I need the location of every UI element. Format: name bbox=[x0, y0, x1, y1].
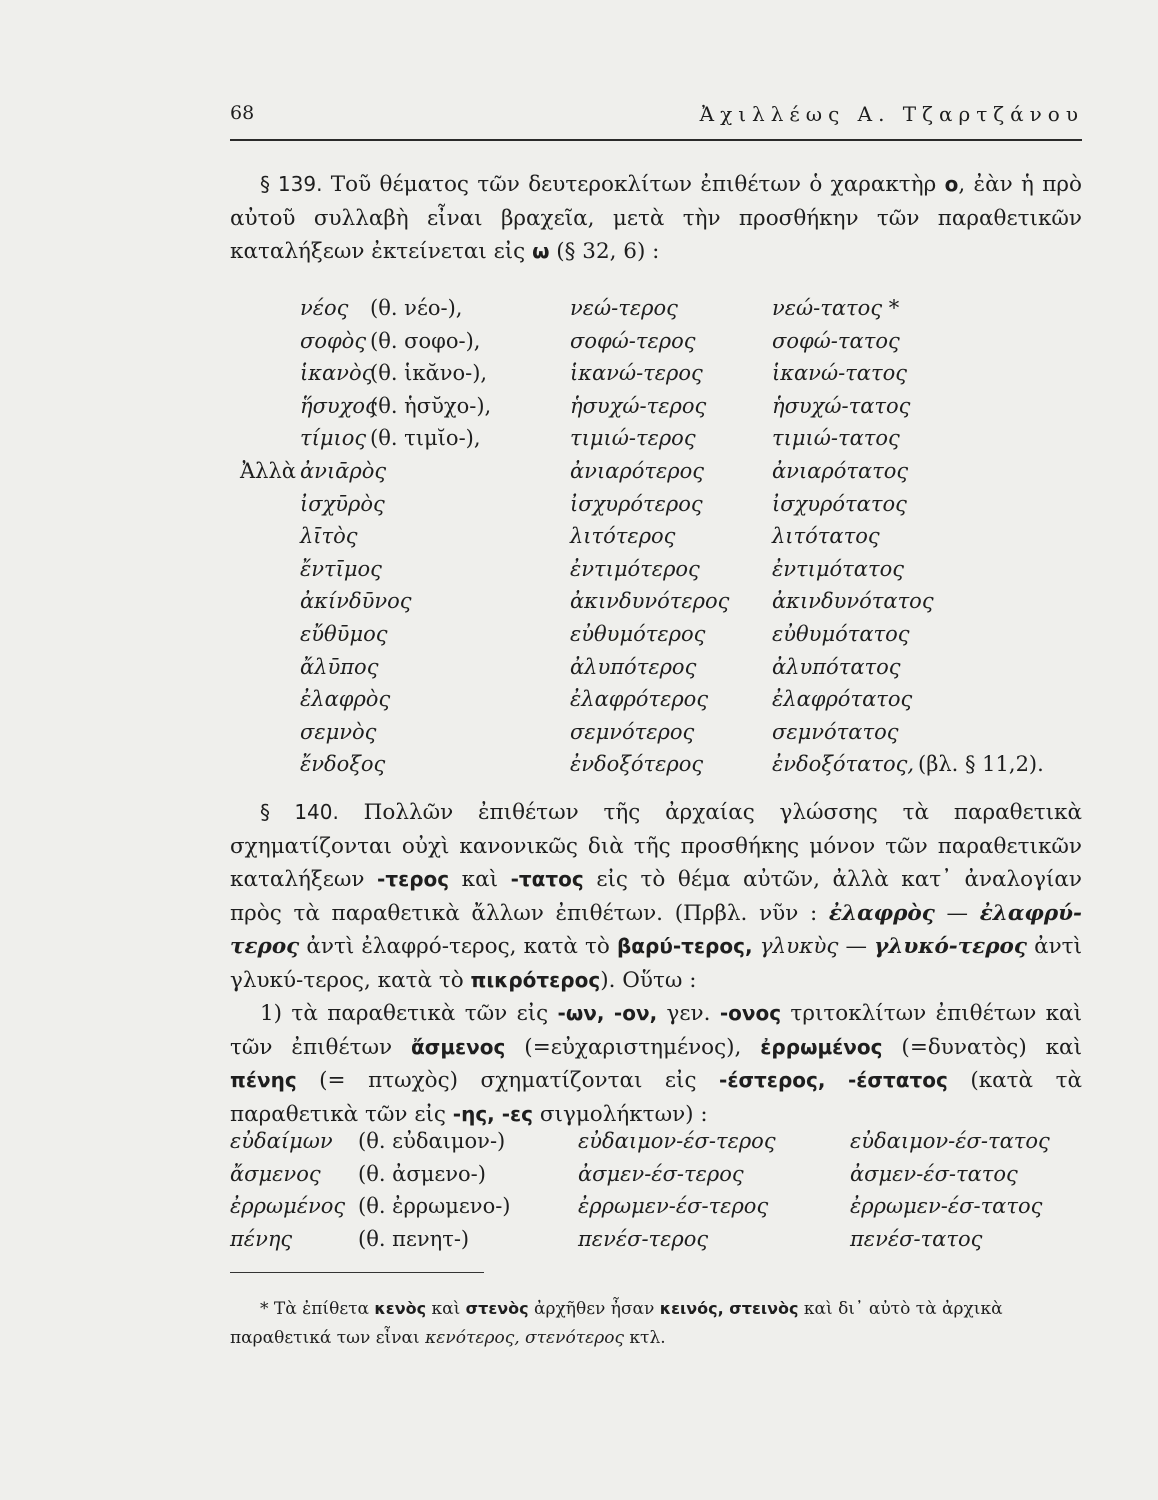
superlative-form: εὐθυμότατος bbox=[772, 621, 910, 646]
superlative-form: σεμνότατος bbox=[772, 719, 899, 744]
superlative-form: νεώ-τατος * bbox=[772, 296, 900, 320]
bold-term: κενὸς bbox=[374, 1299, 427, 1318]
positive-form: ἰσχῡρὸς bbox=[300, 491, 385, 516]
text: ἀρχῆθεν ἦσαν bbox=[528, 1299, 660, 1319]
section-number: § 139. bbox=[260, 172, 323, 196]
stem: (θ. τιμῐο-), bbox=[370, 426, 481, 451]
text: (κατὰ τὰ παραθετικὰ τῶν εἰς bbox=[230, 1068, 1082, 1127]
comparative-form: ἡσυχώ-τερος bbox=[570, 393, 707, 418]
text: καὶ bbox=[449, 867, 511, 892]
text: * Τὰ ἐπίθετα bbox=[260, 1299, 375, 1319]
bold-italic-term: ἐλαφρὸς bbox=[828, 900, 935, 926]
superlative-form: ἀλυπότατος bbox=[772, 654, 901, 679]
positive-form: νέος bbox=[300, 296, 349, 320]
stem: (θ. ἡσῠχο-), bbox=[370, 393, 492, 418]
text: ἀντὶ ἐλαφρό-τερος, κατὰ τὸ bbox=[299, 934, 617, 959]
text bbox=[753, 934, 760, 959]
bold-term: πένης bbox=[230, 1068, 297, 1092]
bold-term: ο bbox=[944, 172, 959, 196]
bold-term: -ων, -ον, bbox=[557, 1001, 658, 1025]
positive-form: ἀνιᾱρὸς bbox=[300, 458, 387, 483]
bold-term: ἄσμενος bbox=[411, 1034, 506, 1059]
positive-form: τίμιος bbox=[300, 426, 367, 451]
comparative-form: ἐντιμότερος bbox=[570, 556, 700, 581]
positive-form: εὔθῡμος bbox=[300, 621, 388, 646]
superlative-form: λιτότατος bbox=[772, 524, 880, 549]
comparative-form: ἀνιαρότερος bbox=[570, 458, 704, 483]
comparative-form: εὐδαιμον-έσ-τερος bbox=[578, 1129, 776, 1153]
italic-term: γλυκὺς bbox=[759, 934, 839, 959]
superlative-form: ἱκανώ-τατος bbox=[772, 361, 907, 386]
superlative-form: ἰσχυρότατος bbox=[772, 491, 907, 516]
comparative-form: εὐθυμότερος bbox=[570, 621, 706, 646]
comparative-form: ἐρρωμεν-έσ-τερος bbox=[578, 1194, 769, 1219]
superlative-form: σοφώ-τατος bbox=[772, 328, 900, 353]
bold-term: ω bbox=[532, 239, 550, 263]
stem: (θ. πενητ-) bbox=[358, 1226, 470, 1251]
text: Τοῦ θέματος τῶν δευτεροκλίτων ἐπιθέτων ὁ χαρακτὴρ bbox=[322, 172, 945, 197]
bold-italic-term: ἐλαφρύ-τερος bbox=[230, 900, 1082, 959]
text: Πολλῶν ἐπιθέτων τῆς ἀρχαίας γλώσσης τὰ παραθετικὰ σχηματίζονται οὐχὶ κανονικῶς διὰ τῆς προσθήκης μόνον τῶν παραθετικῶν καταλήξεων bbox=[230, 800, 1083, 892]
italic-term: κενότερος, στενότερος bbox=[425, 1328, 625, 1348]
stem: (θ. ἐρρωμενο-) bbox=[358, 1194, 511, 1219]
positive-form: σοφὸς bbox=[300, 328, 367, 353]
superlative-form: ἐνδοξότατος, bbox=[772, 752, 915, 777]
header-rule bbox=[230, 139, 1082, 141]
comparative-form: ἀκινδυνότερος bbox=[570, 589, 730, 614]
text: (= πτωχὸς) σχηματίζονται εἰς bbox=[296, 1068, 720, 1093]
superlative-form: ἐλαφρότατος bbox=[772, 687, 913, 712]
superlative-form: εὐδαιμον-έσ-τατος bbox=[850, 1129, 1050, 1153]
comparative-form: ἀλυπότερος bbox=[570, 654, 697, 679]
positive-form: ἐλαφρὸς bbox=[300, 687, 391, 712]
text: — bbox=[934, 900, 980, 926]
text: καὶ bbox=[426, 1299, 466, 1319]
section-140-intro bbox=[230, 796, 1082, 997]
cross-reference: (βλ. § 11,2). bbox=[918, 752, 1044, 777]
positive-form: ἔντῑμος bbox=[300, 556, 382, 581]
bold-term: βαρύ-τερος, bbox=[616, 934, 753, 958]
stem: (θ. εὐδαιμον-) bbox=[358, 1129, 506, 1153]
superlative-form: τιμιώ-τατος bbox=[772, 426, 900, 451]
bold-term: στενὸς bbox=[465, 1299, 529, 1318]
comparative-form: ἰσχυρότερος bbox=[570, 491, 703, 516]
positive-form: εὐδαίμων bbox=[230, 1129, 333, 1153]
positive-form: ἀκίνδῡνος bbox=[300, 589, 412, 614]
text: (§ 32, 6) : bbox=[549, 239, 660, 264]
positive-form: σεμνὸς bbox=[300, 719, 377, 744]
superlative-form: πενέσ-τατος bbox=[850, 1226, 983, 1251]
superlative-form: ἐρρωμεν-έσ-τατος bbox=[850, 1194, 1043, 1219]
comparative-form: λιτότερος bbox=[570, 524, 676, 549]
section-139-intro bbox=[230, 168, 1082, 269]
text: κτλ. bbox=[624, 1328, 666, 1348]
stem: (θ. σοφο-), bbox=[370, 328, 481, 353]
comparative-form: σεμνότερος bbox=[570, 719, 695, 744]
superlative-form: ἀσμεν-έσ-τατος bbox=[850, 1161, 1018, 1186]
bold-term: κεινός, στεινὸς bbox=[659, 1299, 799, 1318]
superlative-form: ἀκινδυνότατος bbox=[772, 589, 934, 614]
superlative-form: ἐντιμότατος bbox=[772, 556, 904, 581]
rule-1-paragraph bbox=[230, 997, 1082, 1131]
text: — bbox=[838, 934, 875, 959]
positive-form: ἱκανὸς bbox=[300, 361, 374, 386]
text: (=εὐχαριστημένος), bbox=[505, 1034, 761, 1060]
text: 1) τὰ παραθετικὰ τῶν εἰς bbox=[260, 1001, 558, 1026]
footnote bbox=[230, 1294, 1082, 1353]
running-title: Ἀχιλλέως Α. Τζαρτζάνου bbox=[699, 102, 1084, 126]
text: , ἐὰν ἡ πρὸ αὐτοῦ συλλαβὴ εἶναι βραχεῖα, μετὰ τὴν προσθήκην τῶν παραθετικῶν καταλήξεων ἐκτείνεται εἰς bbox=[230, 172, 1082, 264]
stem: (θ. ἀσμενο-) bbox=[358, 1161, 486, 1186]
text bbox=[825, 1068, 848, 1093]
comparative-form: νεώ-τερος bbox=[570, 296, 678, 320]
text: ἀντὶ γλυκύ-τερος, κατὰ τὸ bbox=[230, 934, 1083, 993]
comparative-form: πενέσ-τερος bbox=[578, 1226, 709, 1251]
positive-form: ἄσμενος bbox=[230, 1161, 321, 1186]
text: εἰς τὸ θέμα αὐτῶν, ἀλλὰ κατ᾽ ἀναλογίαν πρὸς τὰ παραθετικὰ ἄλλων ἐπιθέτων. (Πρβλ. νῦν : bbox=[230, 867, 1082, 926]
text: (=δυνατὸς) καὶ bbox=[882, 1034, 1082, 1060]
comparative-form: ἐνδοξότερος bbox=[570, 752, 704, 777]
text: ). Οὕτω : bbox=[600, 967, 697, 993]
bold-term: -ης, -ες bbox=[452, 1101, 534, 1126]
bold-term: -ονος bbox=[719, 1001, 782, 1025]
comparative-form: τιμιώ-τερος bbox=[570, 426, 696, 451]
comparative-form: σοφώ-τερος bbox=[570, 328, 696, 353]
row-prefix: Ἀλλὰ bbox=[240, 458, 296, 483]
bold-term: πικρότερος bbox=[470, 967, 601, 992]
comparative-form: ἱκανώ-τερος bbox=[570, 361, 703, 386]
stem: (θ. νέο-), bbox=[370, 296, 463, 320]
bold-term: -έστερος, bbox=[719, 1068, 826, 1092]
text: τριτοκλίτων ἐπιθέτων καὶ τῶν ἐπιθέτων bbox=[230, 1001, 1082, 1060]
bold-term: ἐρρωμένος bbox=[760, 1034, 883, 1059]
positive-form: ἥσυχος bbox=[300, 393, 377, 418]
comparative-form: ἐλαφρότερος bbox=[570, 687, 709, 712]
superlative-form: ἀνιαρότατος bbox=[772, 458, 909, 483]
positive-form: ἐρρωμένος bbox=[230, 1194, 346, 1219]
positive-form: λῑτὸς bbox=[300, 524, 358, 549]
footnote-rule bbox=[230, 1272, 484, 1273]
text: καὶ δι᾽ αὐτὸ τὰ ἀρχικὰ παραθετικά των εἶναι bbox=[230, 1299, 1003, 1348]
text: σιγμολήκτων) : bbox=[533, 1101, 708, 1127]
page-header bbox=[230, 98, 1088, 128]
positive-form: πένης bbox=[230, 1226, 293, 1251]
text: γεν. bbox=[657, 1001, 720, 1026]
positive-form: ἔνδοξος bbox=[300, 752, 386, 777]
comparative-form: ἀσμεν-έσ-τερος bbox=[578, 1161, 744, 1186]
page-number: 68 bbox=[230, 102, 255, 124]
superlative-form: ἡσυχώ-τατος bbox=[772, 393, 911, 418]
bold-italic-term: γλυκό-τερος bbox=[874, 934, 1027, 959]
stem: (θ. ἱκᾰνο-), bbox=[370, 361, 488, 386]
positive-form: ἄλῡπος bbox=[300, 654, 379, 679]
bold-term: -τερος bbox=[377, 867, 450, 891]
bold-term: -τατος bbox=[510, 867, 584, 891]
bold-term: -έστατος bbox=[847, 1068, 948, 1092]
section-number: § 140. bbox=[260, 800, 339, 824]
